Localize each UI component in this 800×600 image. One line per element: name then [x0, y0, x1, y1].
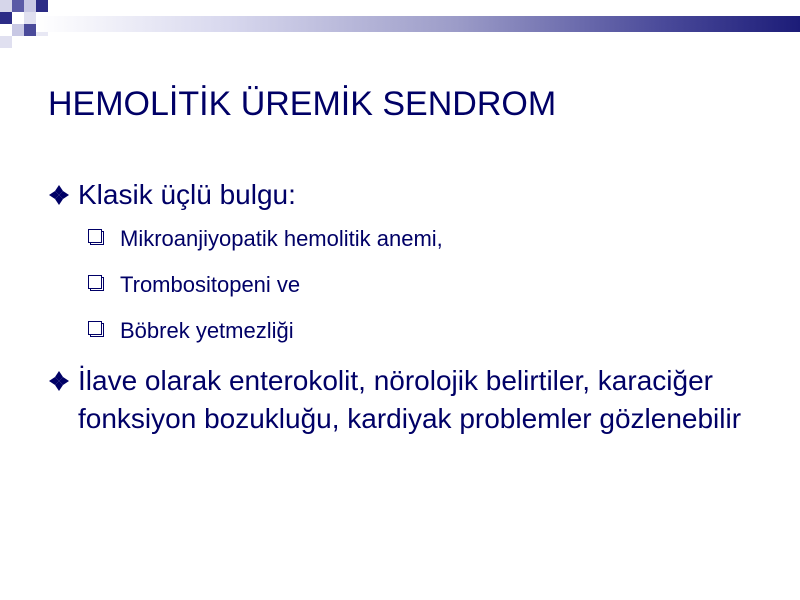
square-bullet-icon: [90, 231, 104, 245]
decor-square: [12, 0, 24, 12]
decor-square: [0, 12, 12, 24]
decor-square: [12, 24, 24, 36]
sub-bullet-item: [48, 316, 768, 346]
header-gradient-bar: [36, 16, 800, 32]
bullet-text: Klasik üçlü bulgu:: [78, 179, 296, 210]
decor-square: [0, 36, 12, 48]
sub-bullet-text: Böbrek yetmezliği: [120, 318, 294, 343]
diamond-bullet-icon: [48, 184, 70, 206]
sub-bullet-item: [48, 224, 768, 254]
decor-square: [24, 24, 36, 36]
sub-bullet-text: Mikroanjiyopatik hemolitik anemi,: [120, 226, 443, 251]
diamond-bullet-icon: [48, 370, 70, 392]
decor-square: [24, 0, 36, 12]
bullet-item: [48, 176, 768, 214]
square-bullet-icon: [90, 277, 104, 291]
bullet-text: İlave olarak enterokolit, nörolojik belirtiler, karaciğer fonksiyon bozukluğu, kardiyak problemler gözlenebilir: [78, 365, 742, 434]
slide-title: HEMOLİTİK ÜREMİK SENDROM: [48, 85, 557, 123]
header-decoration: [0, 0, 800, 48]
bullet-item: [48, 362, 768, 438]
slide-body: [48, 176, 768, 448]
sub-bullet-item: [48, 270, 768, 300]
decor-square: [36, 0, 48, 12]
square-bullet-icon: [90, 323, 104, 337]
decor-square: [0, 0, 12, 12]
sub-bullet-list: [48, 224, 768, 346]
decor-square: [24, 12, 36, 24]
sub-bullet-text: Trombositopeni ve: [120, 272, 301, 297]
